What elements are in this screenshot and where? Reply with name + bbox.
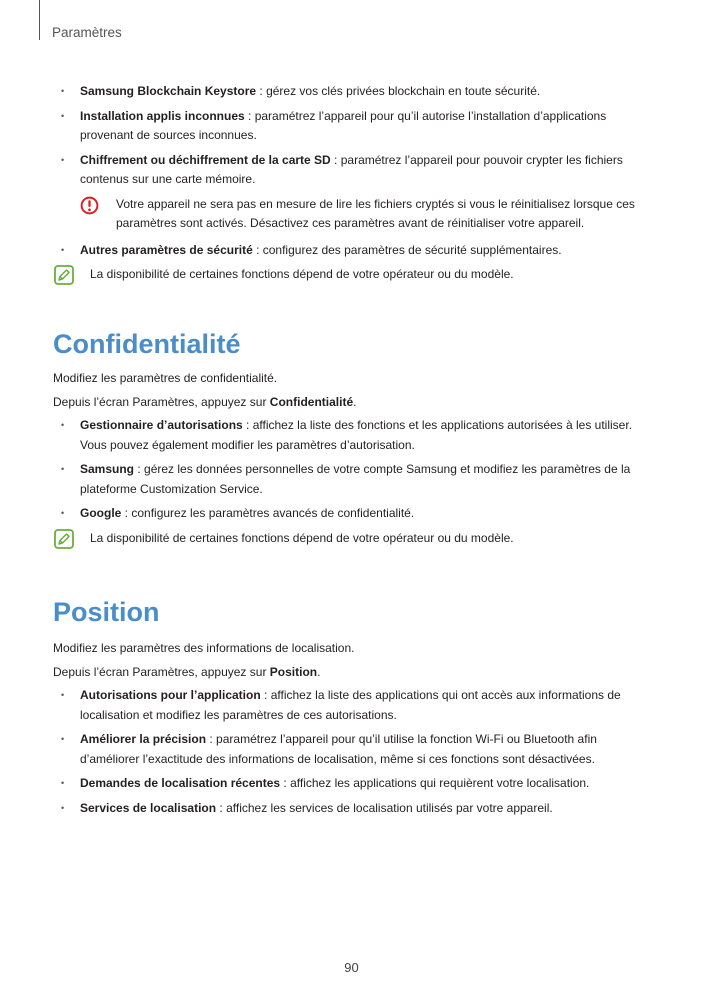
privacy-heading: Confidentialité bbox=[53, 329, 241, 359]
security-list bbox=[53, 82, 653, 190]
page-number: 90 bbox=[344, 960, 359, 975]
item-term: Services de localisation bbox=[80, 800, 217, 815]
item-term: Google bbox=[80, 506, 122, 520]
privacy-section bbox=[53, 369, 653, 548]
item-text: : paramétrez l’appareil pour pouvoir crypter les fichiers contenus sur une carte mémoire. bbox=[80, 152, 623, 186]
item-term: Installation applis inconnues bbox=[80, 108, 245, 123]
list-item bbox=[53, 504, 653, 524]
privacy-list bbox=[53, 416, 653, 524]
list-item bbox=[53, 241, 653, 261]
item-term: Gestionnaire d’autorisations bbox=[80, 418, 243, 432]
item-term: Samsung bbox=[80, 462, 135, 476]
list-item bbox=[53, 460, 653, 499]
position-path bbox=[53, 663, 653, 683]
position-section bbox=[53, 639, 653, 823]
list-item bbox=[53, 730, 653, 769]
item-term: Améliorer la précision bbox=[80, 732, 207, 746]
privacy-path bbox=[53, 393, 653, 413]
list-item bbox=[53, 151, 653, 190]
security-list-cont bbox=[53, 241, 653, 261]
item-term: Demandes de localisation récentes bbox=[80, 776, 281, 790]
note-box bbox=[53, 529, 653, 549]
item-text: : configurez des paramètres de sécurité supplémentaires. bbox=[252, 242, 562, 257]
position-intro: Modifiez les paramètres des informations de localisation. bbox=[53, 641, 355, 655]
note-pencil-icon bbox=[54, 529, 74, 549]
privacy-intro: Modifiez les paramètres de confidentialité. bbox=[53, 371, 278, 385]
item-text: : affichez la liste des fonctions et les applications autorisées à les utiliser. Vous pouvez également modifier les paramètres d’autorisation. bbox=[80, 418, 633, 452]
security-section bbox=[53, 82, 653, 285]
path-prefix: Depuis l’écran Paramètres, appuyez sur bbox=[53, 664, 270, 679]
path-suffix: . bbox=[317, 664, 321, 679]
item-text: : affichez les services de localisation utilisés par votre appareil. bbox=[216, 800, 553, 815]
caution-icon bbox=[80, 196, 99, 215]
item-term: Autorisations pour l’application bbox=[80, 688, 261, 702]
path-prefix: Depuis l’écran Paramètres, appuyez sur bbox=[53, 394, 270, 409]
note-pencil-icon bbox=[54, 265, 74, 285]
path-suffix: . bbox=[353, 394, 357, 409]
item-text: : affichez la liste des applications qui ont accès aux informations de localisation et modifiez les paramètres de ces autorisations. bbox=[80, 688, 621, 722]
note-box bbox=[53, 265, 653, 285]
chapter-title: Paramètres bbox=[52, 25, 122, 40]
item-text: : gérez les données personnelles de votre compte Samsung et modifiez les paramètres de la plateforme Customization Service. bbox=[80, 462, 631, 496]
position-list bbox=[53, 686, 653, 818]
path-target: Position bbox=[269, 664, 318, 679]
position-heading: Position bbox=[53, 597, 160, 627]
list-item bbox=[53, 82, 653, 102]
list-item bbox=[53, 774, 653, 794]
path-target: Confidentialité bbox=[269, 394, 354, 409]
caution-box bbox=[53, 195, 653, 234]
note-text: La disponibilité de certaines fonctions dépend de votre opérateur ou du modèle. bbox=[90, 267, 514, 281]
item-text: : paramétrez l’appareil pour qu’il autorise l’installation d’applications provenant de sources inconnues. bbox=[80, 108, 607, 142]
list-item bbox=[53, 416, 653, 455]
item-text: : configurez les paramètres avancés de confidentialité. bbox=[121, 506, 415, 520]
item-term: Samsung Blockchain Keystore bbox=[80, 84, 257, 98]
note-text: La disponibilité de certaines fonctions dépend de votre opérateur ou du modèle. bbox=[90, 530, 514, 545]
item-text: : paramétrez l’appareil pour qu’il utilise la fonction Wi-Fi ou Bluetooth afin d’améliorer l’exactitude des informations de localisation, même si ces fonctions sont désactivées. bbox=[80, 732, 597, 766]
caution-text: Votre appareil ne sera pas en mesure de lire les fichiers cryptés si vous le réinitialisez lorsque ces paramètres sont activés. Désactivez ces paramètres avant de réinitialiser votre appareil. bbox=[116, 196, 635, 230]
item-term: Chiffrement ou déchiffrement de la carte SD bbox=[80, 152, 331, 167]
list-item bbox=[53, 107, 653, 146]
item-text: : gérez vos clés privées blockchain en toute sécurité. bbox=[256, 84, 541, 98]
list-item bbox=[53, 799, 653, 819]
item-term: Autres paramètres de sécurité bbox=[80, 242, 253, 257]
list-item bbox=[53, 686, 653, 725]
header-rule bbox=[39, 0, 40, 40]
item-text: : affichez les applications qui requièrent votre localisation. bbox=[280, 776, 590, 790]
